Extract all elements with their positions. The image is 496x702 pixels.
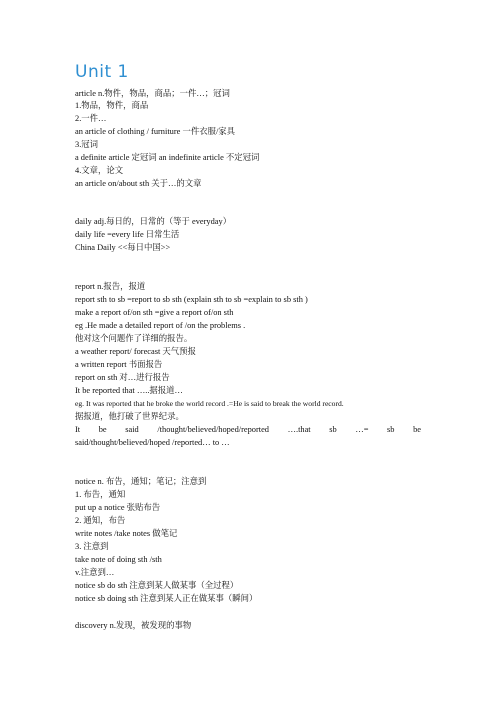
text-line: 3. 注意到 [75,542,109,551]
text-line: notice n. 布告，通知；笔记；注意到 [75,477,207,486]
page-title: Unit 1 [75,62,129,82]
text-line: make a report of/on sth =give a report of/on sth [75,308,234,317]
word: be [98,425,107,434]
text-line: notice sb do sth 注意到某人做某事（全过程） [75,581,239,590]
word: sb [329,425,337,434]
text-line: v.注意到… [75,568,115,577]
text-line: 3.冠词 [75,140,99,149]
text-line: 1. 布告，通知 [75,490,126,499]
text-line: notice sb doing sth 注意到某人正在做某事（瞬间） [75,594,258,603]
word: be [413,425,421,434]
text-line: report sth to sb =report to sb sth (explain sth to sb =explain to sb sth ) [75,295,308,304]
text-line: write notes /take notes 做笔记 [75,529,178,538]
text-line: 据报道，他打破了世界纪录。 [75,412,184,421]
text-line: an article of clothing / furniture 一件衣服/家具 [75,127,236,136]
text-line: eg. It was reported that he broke the world record .=He is said to break the world record. [75,399,344,408]
word: sb [387,425,395,434]
text-line: 2. 通知，布告 [75,516,126,525]
text-line: 他对这个问题作了详细的报告。 [75,334,193,343]
text-line: an article on/about sth 关于…的文章 [75,179,202,188]
text-line: 4.文章，论文 [75,166,124,175]
text-line: report n.报告，报道 [75,282,146,291]
text-line: take note of doing sth /sth [75,555,162,564]
text-line: daily adj.每日的，日常的（等于 everyday） [75,217,232,226]
text-line: report on sth 对…进行报告 [75,373,170,382]
text-line: discovery n.发现，被发现的事物 [75,621,192,630]
text-line: It be reported that …..据报道… [75,386,183,395]
word: …= [355,425,369,434]
text-line: a definite article 定冠词 an indefinite article 不定冠词 [75,153,260,162]
text-line: China Daily <<每日中国>> [75,243,171,252]
word: said [125,425,139,434]
justified-text-line [75,424,421,435]
text-line: a written report 书面报告 [75,360,163,369]
word: It [75,425,81,434]
text-line: eg .He made a detailed report of /on the problems . [75,321,246,330]
text-line: 2.一件… [75,114,107,123]
text-line: daily life =every life 日常生活 [75,230,180,239]
word: ….that [287,425,311,434]
text-line: article n.物件，物品，商品；一件…；冠词 [75,89,230,98]
text-line: 1.物品，物件，商品 [75,101,149,110]
word: /thought/believed/hoped/reported [157,425,269,434]
text-line: a weather report/ forecast 天气预报 [75,347,196,356]
text-line: said/thought/believed/hoped /reported… to … [75,438,230,447]
text-line: put up a notice 张贴布告 [75,503,161,512]
